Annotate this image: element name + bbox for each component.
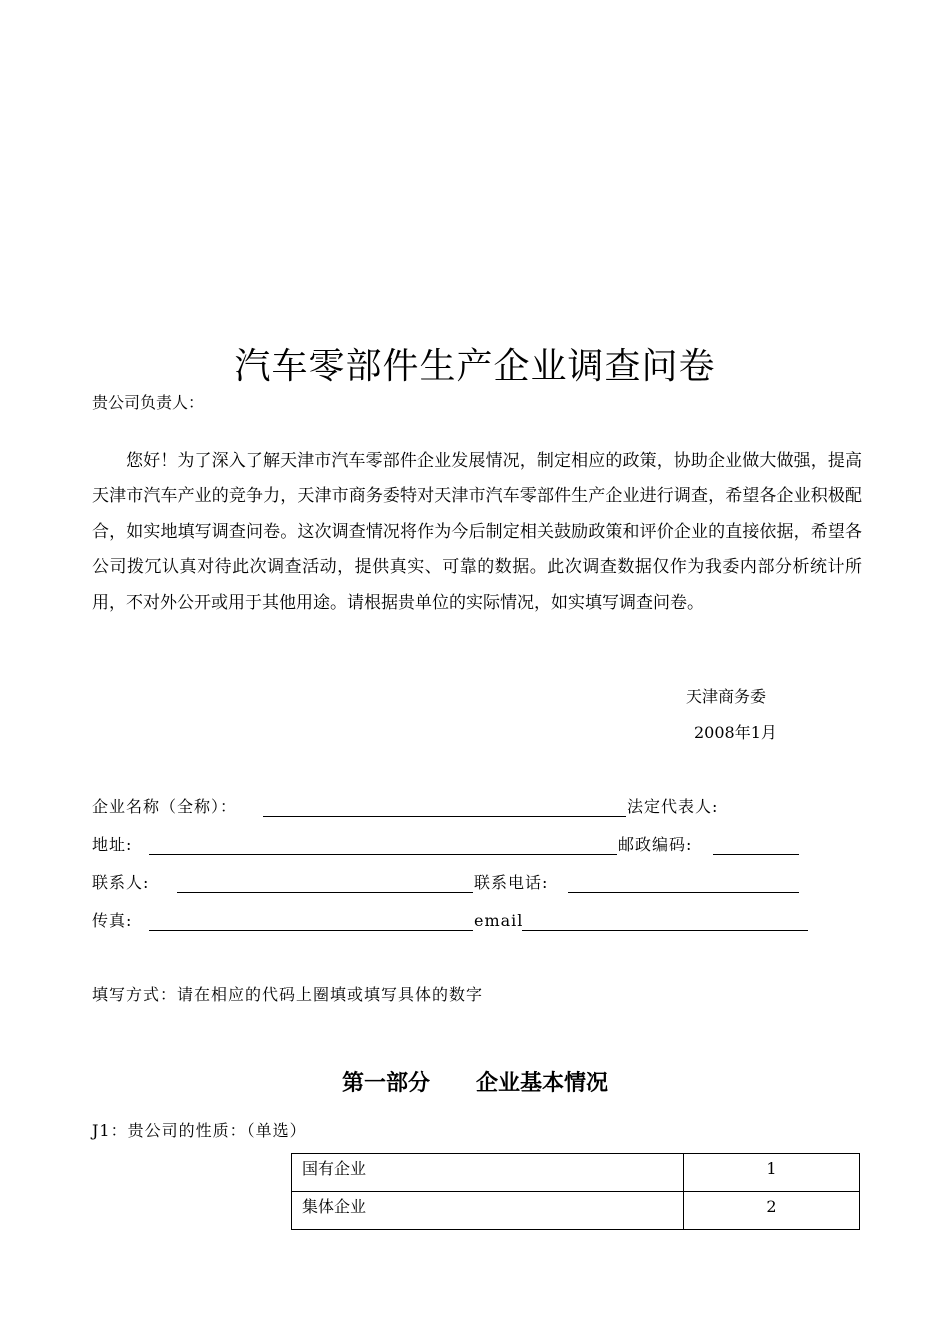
fax-blank[interactable]	[149, 930, 473, 931]
phone-blank[interactable]	[568, 892, 799, 893]
option-code[interactable]: 1	[684, 1154, 860, 1192]
company-name-blank[interactable]	[263, 816, 626, 817]
question-j1-label: J1：贵公司的性质：（单选）	[92, 1121, 307, 1140]
contact-label: 联系人:	[92, 873, 150, 892]
page-title: 汽车零部件生产企业调查问卷	[234, 346, 716, 387]
address-blank[interactable]	[149, 854, 617, 855]
section-title: 第一部分 企业基本情况	[342, 1070, 608, 1096]
question-j1-options-table	[291, 1153, 860, 1230]
table-row[interactable]	[292, 1154, 860, 1192]
contact-blank[interactable]	[177, 892, 473, 893]
postcode-blank[interactable]	[713, 854, 799, 855]
fax-label: 传真:	[92, 911, 133, 930]
legal-rep-label: 法定代表人:	[627, 797, 719, 816]
signature-date: 2008年1月	[694, 723, 777, 742]
postcode-label: 邮政编码:	[618, 835, 693, 854]
fill-method-instruction: 填写方式：请在相应的代码上圈填或填写具体的数字	[92, 985, 484, 1004]
email-blank[interactable]	[522, 930, 808, 931]
email-label: email	[474, 911, 524, 930]
option-text: 国有企业	[292, 1154, 684, 1192]
signature-org: 天津商务委	[686, 687, 767, 706]
company-name-label: 企业名称（全称）：	[92, 797, 238, 816]
address-label: 地址:	[92, 835, 133, 854]
intro-paragraph: 您好！为了深入了解天津市汽车零部件企业发展情况，制定相应的政策，协助企业做大做强，提高天津市汽车产业的竞争力，天津市商务委特对天津市汽车零部件生产企业进行调查，希望各企业积极配合，如实地填写调查问卷。这次调查情况将作为今后制定相关鼓励政策和评价企业的直接依据，希望各公司拨冗认真对待此次调查活动，提供真实、可靠的数据。此次调查数据仅作为我委内部分析统计所用，不对外公开或用于其他用途。请根据贵单位的实际情况，如实填写调查问卷。	[92, 451, 862, 613]
phone-label: 联系电话:	[474, 873, 549, 892]
table-row[interactable]	[292, 1192, 860, 1230]
option-code[interactable]: 2	[684, 1192, 860, 1230]
option-text: 集体企业	[292, 1192, 684, 1230]
salutation: 贵公司负责人：	[92, 393, 205, 412]
